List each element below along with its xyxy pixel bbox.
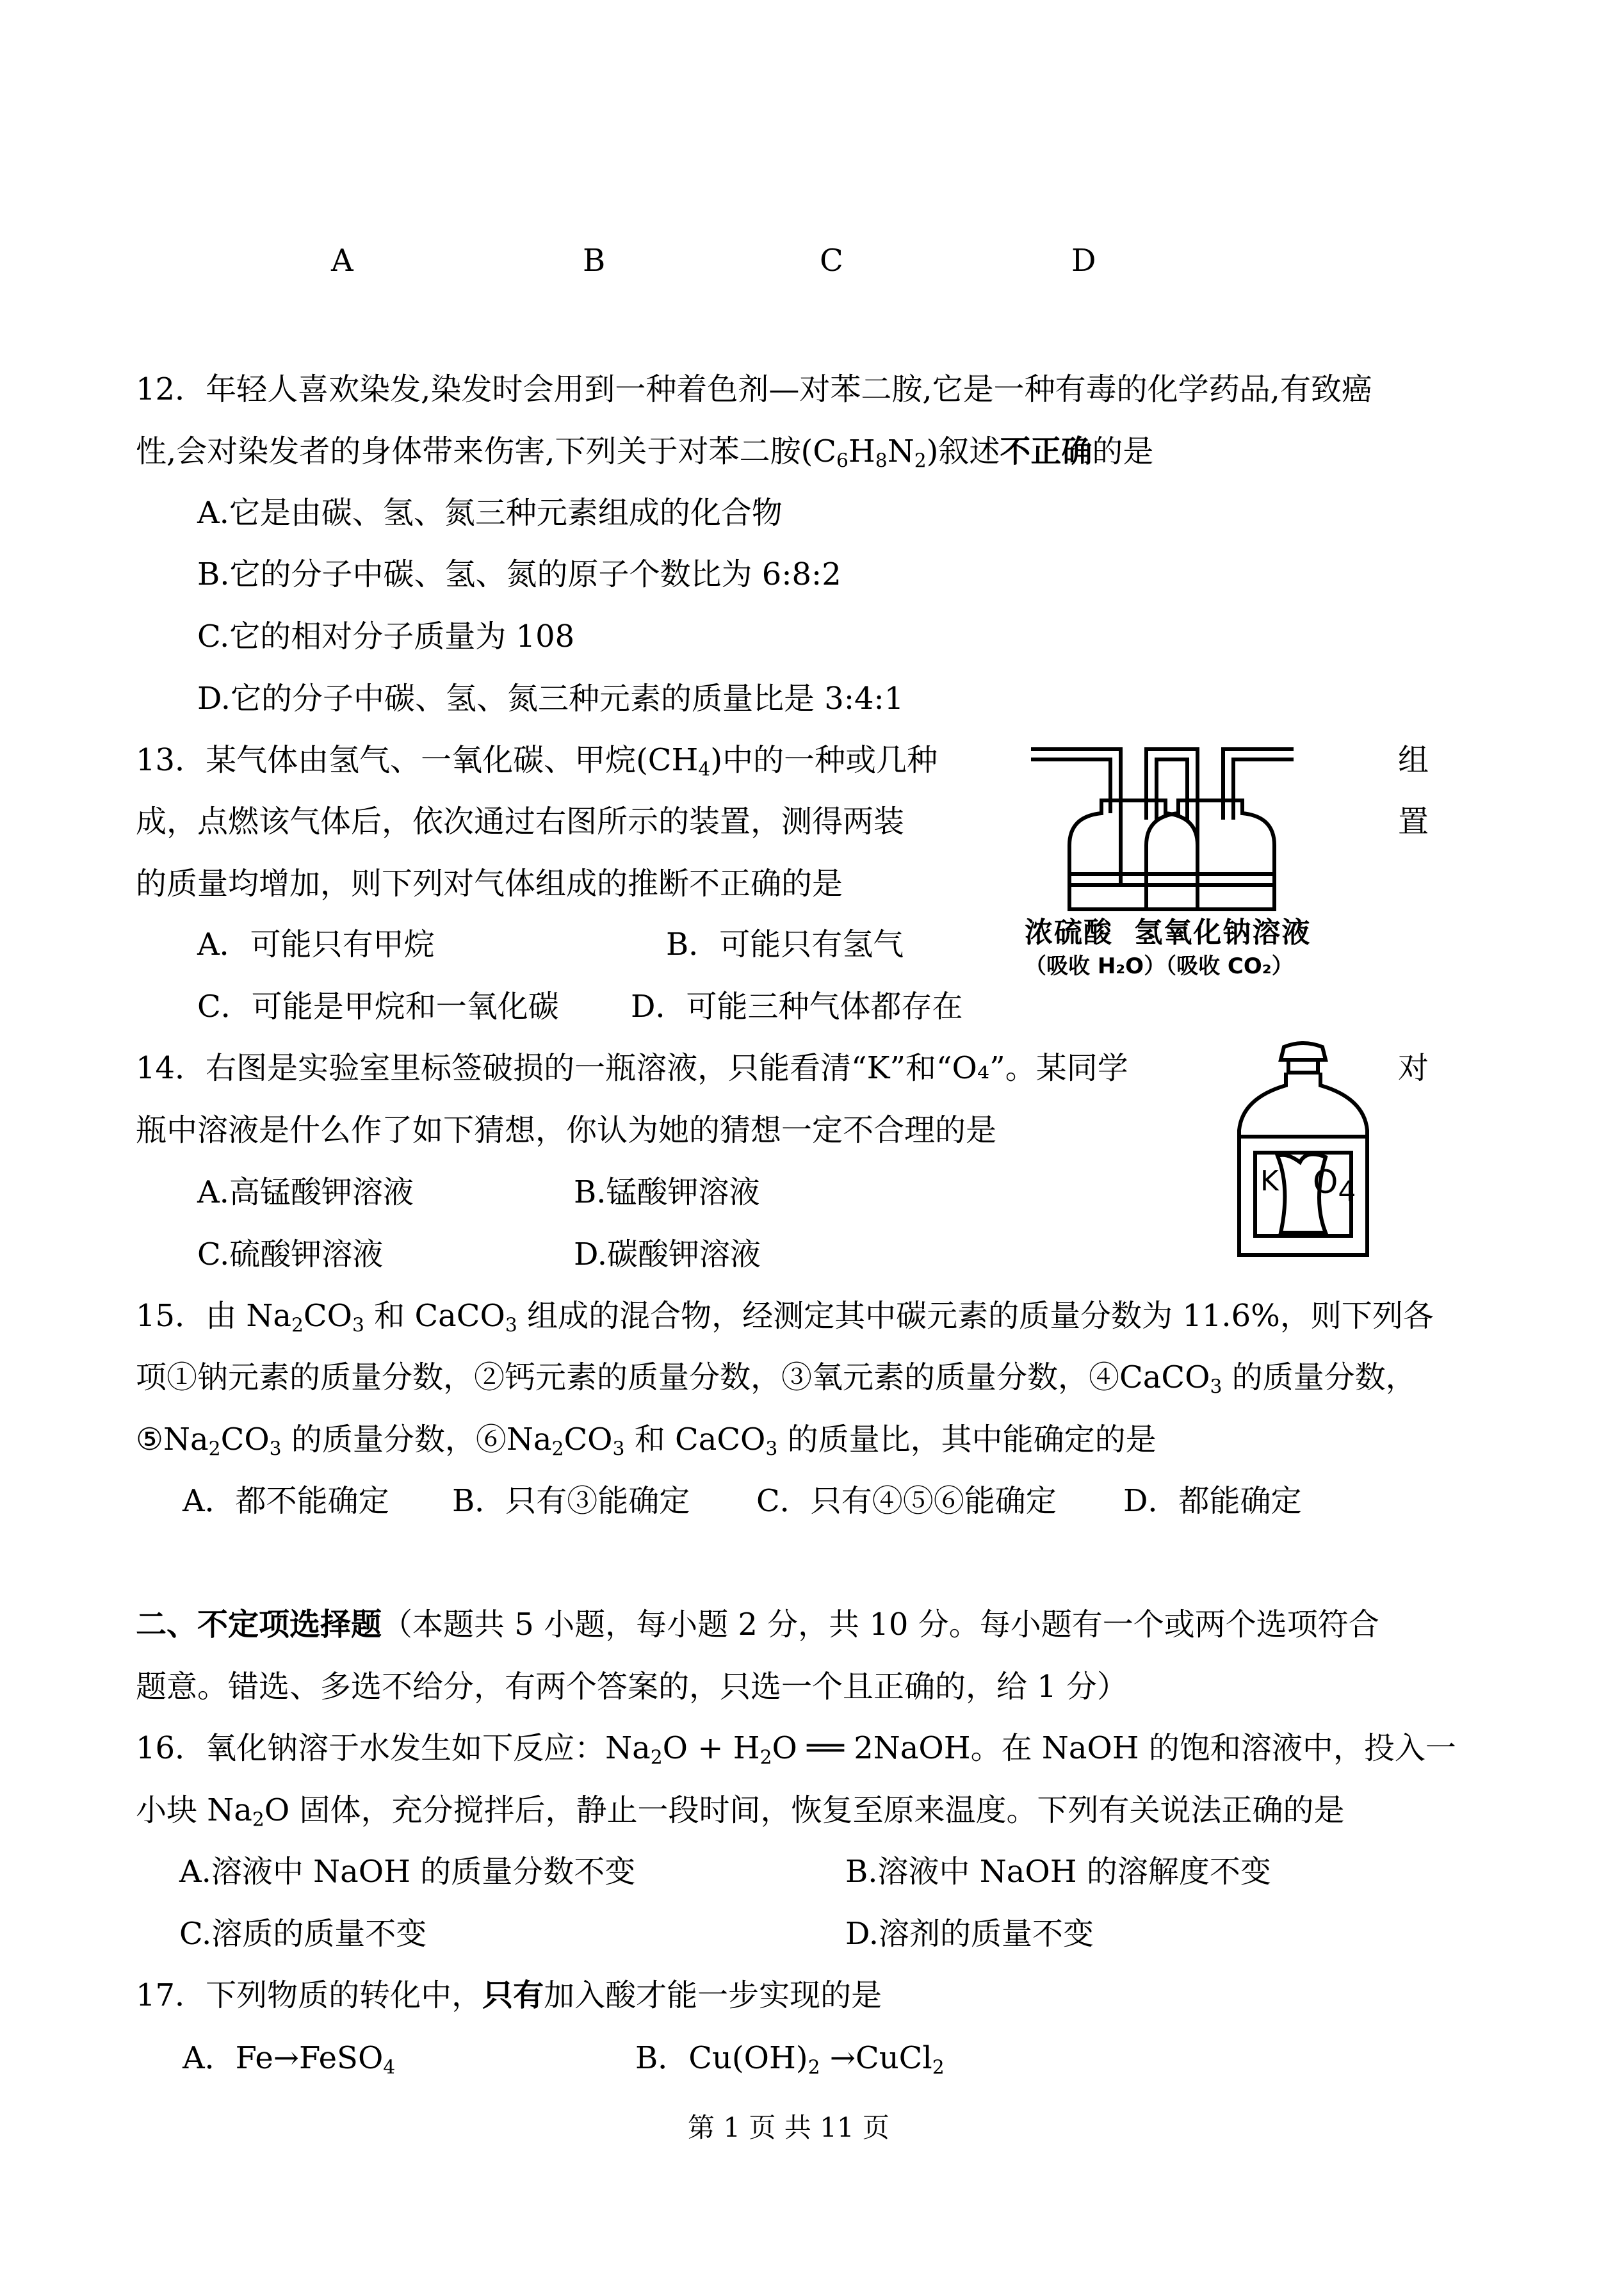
reagent-bottle-drawing [1230, 1041, 1377, 1261]
q12-sub-n: 2 [914, 450, 927, 473]
q15-sub-i: 3 [765, 1438, 778, 1461]
q15-option-c: C．只有④⑤⑥能确定 [756, 1483, 1057, 1519]
q15-option-b: B．只有③能确定 [452, 1483, 690, 1519]
q12-line2 [136, 434, 1154, 473]
q13-line1-end: 组 [1398, 742, 1429, 778]
q16-line1-c: O ══ 2NaOH。在 NaOH 的饱和溶液中，投入一 [772, 1730, 1456, 1766]
q17-option-a [183, 2040, 396, 2079]
q13-line2: 成，点燃该气体后，依次通过右图所示的装置，测得两装 [136, 804, 905, 839]
q17-option-b-text2: →CuCl [820, 2040, 932, 2076]
q13-option-b: B．可能只有氢气 [666, 927, 904, 962]
q15-option-a: A．都不能确定 [183, 1483, 389, 1519]
q12-line2-a: 性,会对染发者的身体带来伤害,下列关于对苯二胺(C [136, 434, 836, 469]
q15-line3-d: CO [564, 1422, 613, 1457]
q16-sub-b: 2 [759, 1746, 772, 1769]
q14-option-a: A.高锰酸钾溶液 [197, 1174, 414, 1210]
q15-line1-c: 和 CaCO [364, 1298, 505, 1334]
q14-option-d: D.碳酸钾溶液 [574, 1237, 761, 1272]
q16-line1-a: 16．氧化钠溶于水发生如下反应：Na [136, 1730, 651, 1766]
q17-option-b-sub: 2 [808, 2056, 820, 2079]
q12-n: N [887, 434, 914, 469]
q15-sub-g: 2 [551, 1438, 564, 1461]
bottle-label-o-sub: 4 [1338, 1175, 1356, 1208]
bottle-label-o: O [1313, 1164, 1338, 1201]
q15-line1-b: CO [303, 1298, 352, 1334]
q13-option-a: A．可能只有甲烷 [197, 927, 435, 962]
q15-sub-b: 3 [352, 1314, 364, 1337]
q12-sub-h: 8 [875, 450, 888, 473]
q15-sub-f: 3 [269, 1438, 282, 1461]
q15-line3-a: ⑤Na [136, 1422, 209, 1457]
q12-option-d: D.它的分子中碳、氢、氮三种元素的质量比是 3:4:1 [197, 681, 904, 717]
q12-option-b: B.它的分子中碳、氢、氮的原子个数比为 6:8:2 [197, 556, 841, 592]
q12-line1: 12．年轻人喜欢染发,染发时会用到一种着色剂—对苯二胺,它是一种有毒的化学药品,有致癌 [136, 371, 1372, 407]
q16-line1-b: O + H [662, 1730, 760, 1766]
q15-line1 [136, 1298, 1434, 1337]
gas-washing-apparatus-figure [1025, 736, 1383, 979]
q16-option-c: C.溶质的质量不变 [179, 1916, 427, 1952]
reagent-bottle-figure [1230, 1041, 1377, 1261]
section2-line1 [136, 1609, 1379, 1640]
q16-option-b: B.溶液中 NaOH 的溶解度不变 [845, 1854, 1271, 1890]
q14-line2: 瓶中溶液是什么作了如下猜想，你认为她的猜想一定不合理的是 [136, 1112, 997, 1148]
option-letter-d: D [1071, 243, 1096, 279]
q17-option-b [635, 2040, 945, 2079]
q15-sub-d: 3 [1210, 1375, 1222, 1399]
q17-option-a-text: A．Fe→FeSO [183, 2040, 384, 2076]
q13-line1 [136, 742, 938, 781]
q15-line3-c: 的质量分数，⑥Na [281, 1422, 552, 1457]
q13-sub: 4 [698, 758, 711, 781]
q13-option-c: C．可能是甲烷和一氧化碳 [197, 989, 559, 1025]
q12-option-c: C.它的相对分子质量为 108 [197, 619, 575, 654]
q15-sub-c: 3 [505, 1314, 517, 1337]
q17-line1 [136, 1977, 882, 2013]
q16-line2 [136, 1792, 1345, 1831]
q17-emphasis: 只有 [482, 1977, 544, 2013]
q15-line3-f: 的质量比，其中能确定的是 [777, 1422, 1157, 1457]
q17-option-b-text: B．Cu(OH) [635, 2040, 808, 2076]
q14-option-c: C.硫酸钾溶液 [197, 1237, 384, 1272]
q13-option-d: D．可能三种气体都存在 [631, 989, 963, 1025]
bottle-label-k: K [1260, 1165, 1279, 1197]
q16-option-d: D.溶剂的质量不变 [845, 1916, 1094, 1952]
gas-washing-bottles-drawing [1025, 736, 1383, 916]
q12-option-a: A.它是由碳、氢、氮三种元素组成的化合物 [197, 495, 783, 531]
fig-label-conc-sulfuric-acid: 浓硫酸 [1025, 916, 1113, 949]
q16-line2-b: O 固体，充分搅拌后，静止一段时间，恢复至原来温度。下列有关说法正确的是 [264, 1792, 1345, 1828]
q16-sub-a: 2 [650, 1746, 663, 1769]
fig-sub-absorb-co2: （吸收 CO₂） [1165, 953, 1294, 979]
q12-h: H [848, 434, 875, 469]
section2-title: 二、不定项选择题 [136, 1607, 382, 1642]
q13-line1-a: 13．某气体由氢气、一氧化碳、甲烷(CH [136, 742, 699, 778]
q17-option-a-sub: 4 [383, 2056, 396, 2079]
q13-line1-b: )中的一种或几种 [710, 742, 938, 778]
q15-option-d: D．都能确定 [1123, 1483, 1302, 1519]
q13-line3: 的质量均增加，则下列对气体组成的推断不正确的是 [136, 866, 843, 902]
q17-option-b-sub2: 2 [932, 2056, 945, 2079]
q15-line1-d: 组成的混合物，经测定其中碳元素的质量分数为 11.6%，则下列各 [517, 1298, 1434, 1334]
section2-line1-rest: （本题共 5 小题，每小题 2 分，共 10 分。每小题有一个或两个选项符合 [382, 1607, 1379, 1642]
q15-line3-e: 和 CaCO [624, 1422, 766, 1457]
q15-line2-b: 的质量分数， [1222, 1359, 1417, 1395]
fig-sub-row [1025, 955, 1294, 977]
q16-line1 [136, 1730, 1456, 1769]
q12-emphasis: 不正确 [1000, 434, 1092, 469]
q14-line1: 14．右图是实验室里标签破损的一瓶溶液，只能看清“K”和“O₄”。某同学 [136, 1050, 1128, 1086]
page-footer: 第 1 页 共 11 页 [688, 2112, 889, 2143]
fig-label-naoh-solution: 氢氧化钠溶液 [1134, 916, 1311, 949]
q14-option-b: B.锰酸钾溶液 [574, 1174, 760, 1210]
q15-line3-b: CO [220, 1422, 270, 1457]
q15-sub-h: 3 [612, 1438, 625, 1461]
q17-line1-b: 加入酸才能一步实现的是 [544, 1977, 882, 2013]
q15-line1-a: 15．由 Na [136, 1298, 291, 1334]
q12-line2-c: 的是 [1092, 434, 1154, 469]
q16-sub-c: 2 [252, 1808, 264, 1831]
q15-sub-a: 2 [291, 1314, 304, 1337]
q16-line2-a: 小块 Na [136, 1792, 252, 1828]
option-letter-a: A [331, 243, 353, 279]
q15-line2 [136, 1359, 1417, 1399]
q12-sub-c: 6 [836, 450, 849, 473]
q13-line2-end: 置 [1398, 804, 1429, 839]
option-letter-b: B [583, 243, 606, 279]
q15-sub-e: 2 [208, 1438, 221, 1461]
bottle-label-o4 [1313, 1164, 1356, 1208]
q15-line2-a: 项①钠元素的质量分数，②钙元素的质量分数，③氧元素的质量分数，④CaCO [136, 1359, 1210, 1395]
q17-line1-a: 17．下列物质的转化中， [136, 1977, 483, 2013]
fig-sub-absorb-water: （吸收 H₂O） [1025, 953, 1166, 979]
q15-line3 [136, 1422, 1157, 1461]
q12-line2-b: )叙述 [926, 434, 1000, 469]
option-letter-c: C [820, 243, 843, 279]
q16-option-a: A.溶液中 NaOH 的质量分数不变 [179, 1854, 636, 1890]
fig-label-row [1025, 916, 1311, 949]
section2-line2: 题意。错选、多选不给分，有两个答案的，只选一个且正确的，给 1 分） [136, 1669, 1128, 1705]
q14-line1-end: 对 [1398, 1050, 1429, 1086]
